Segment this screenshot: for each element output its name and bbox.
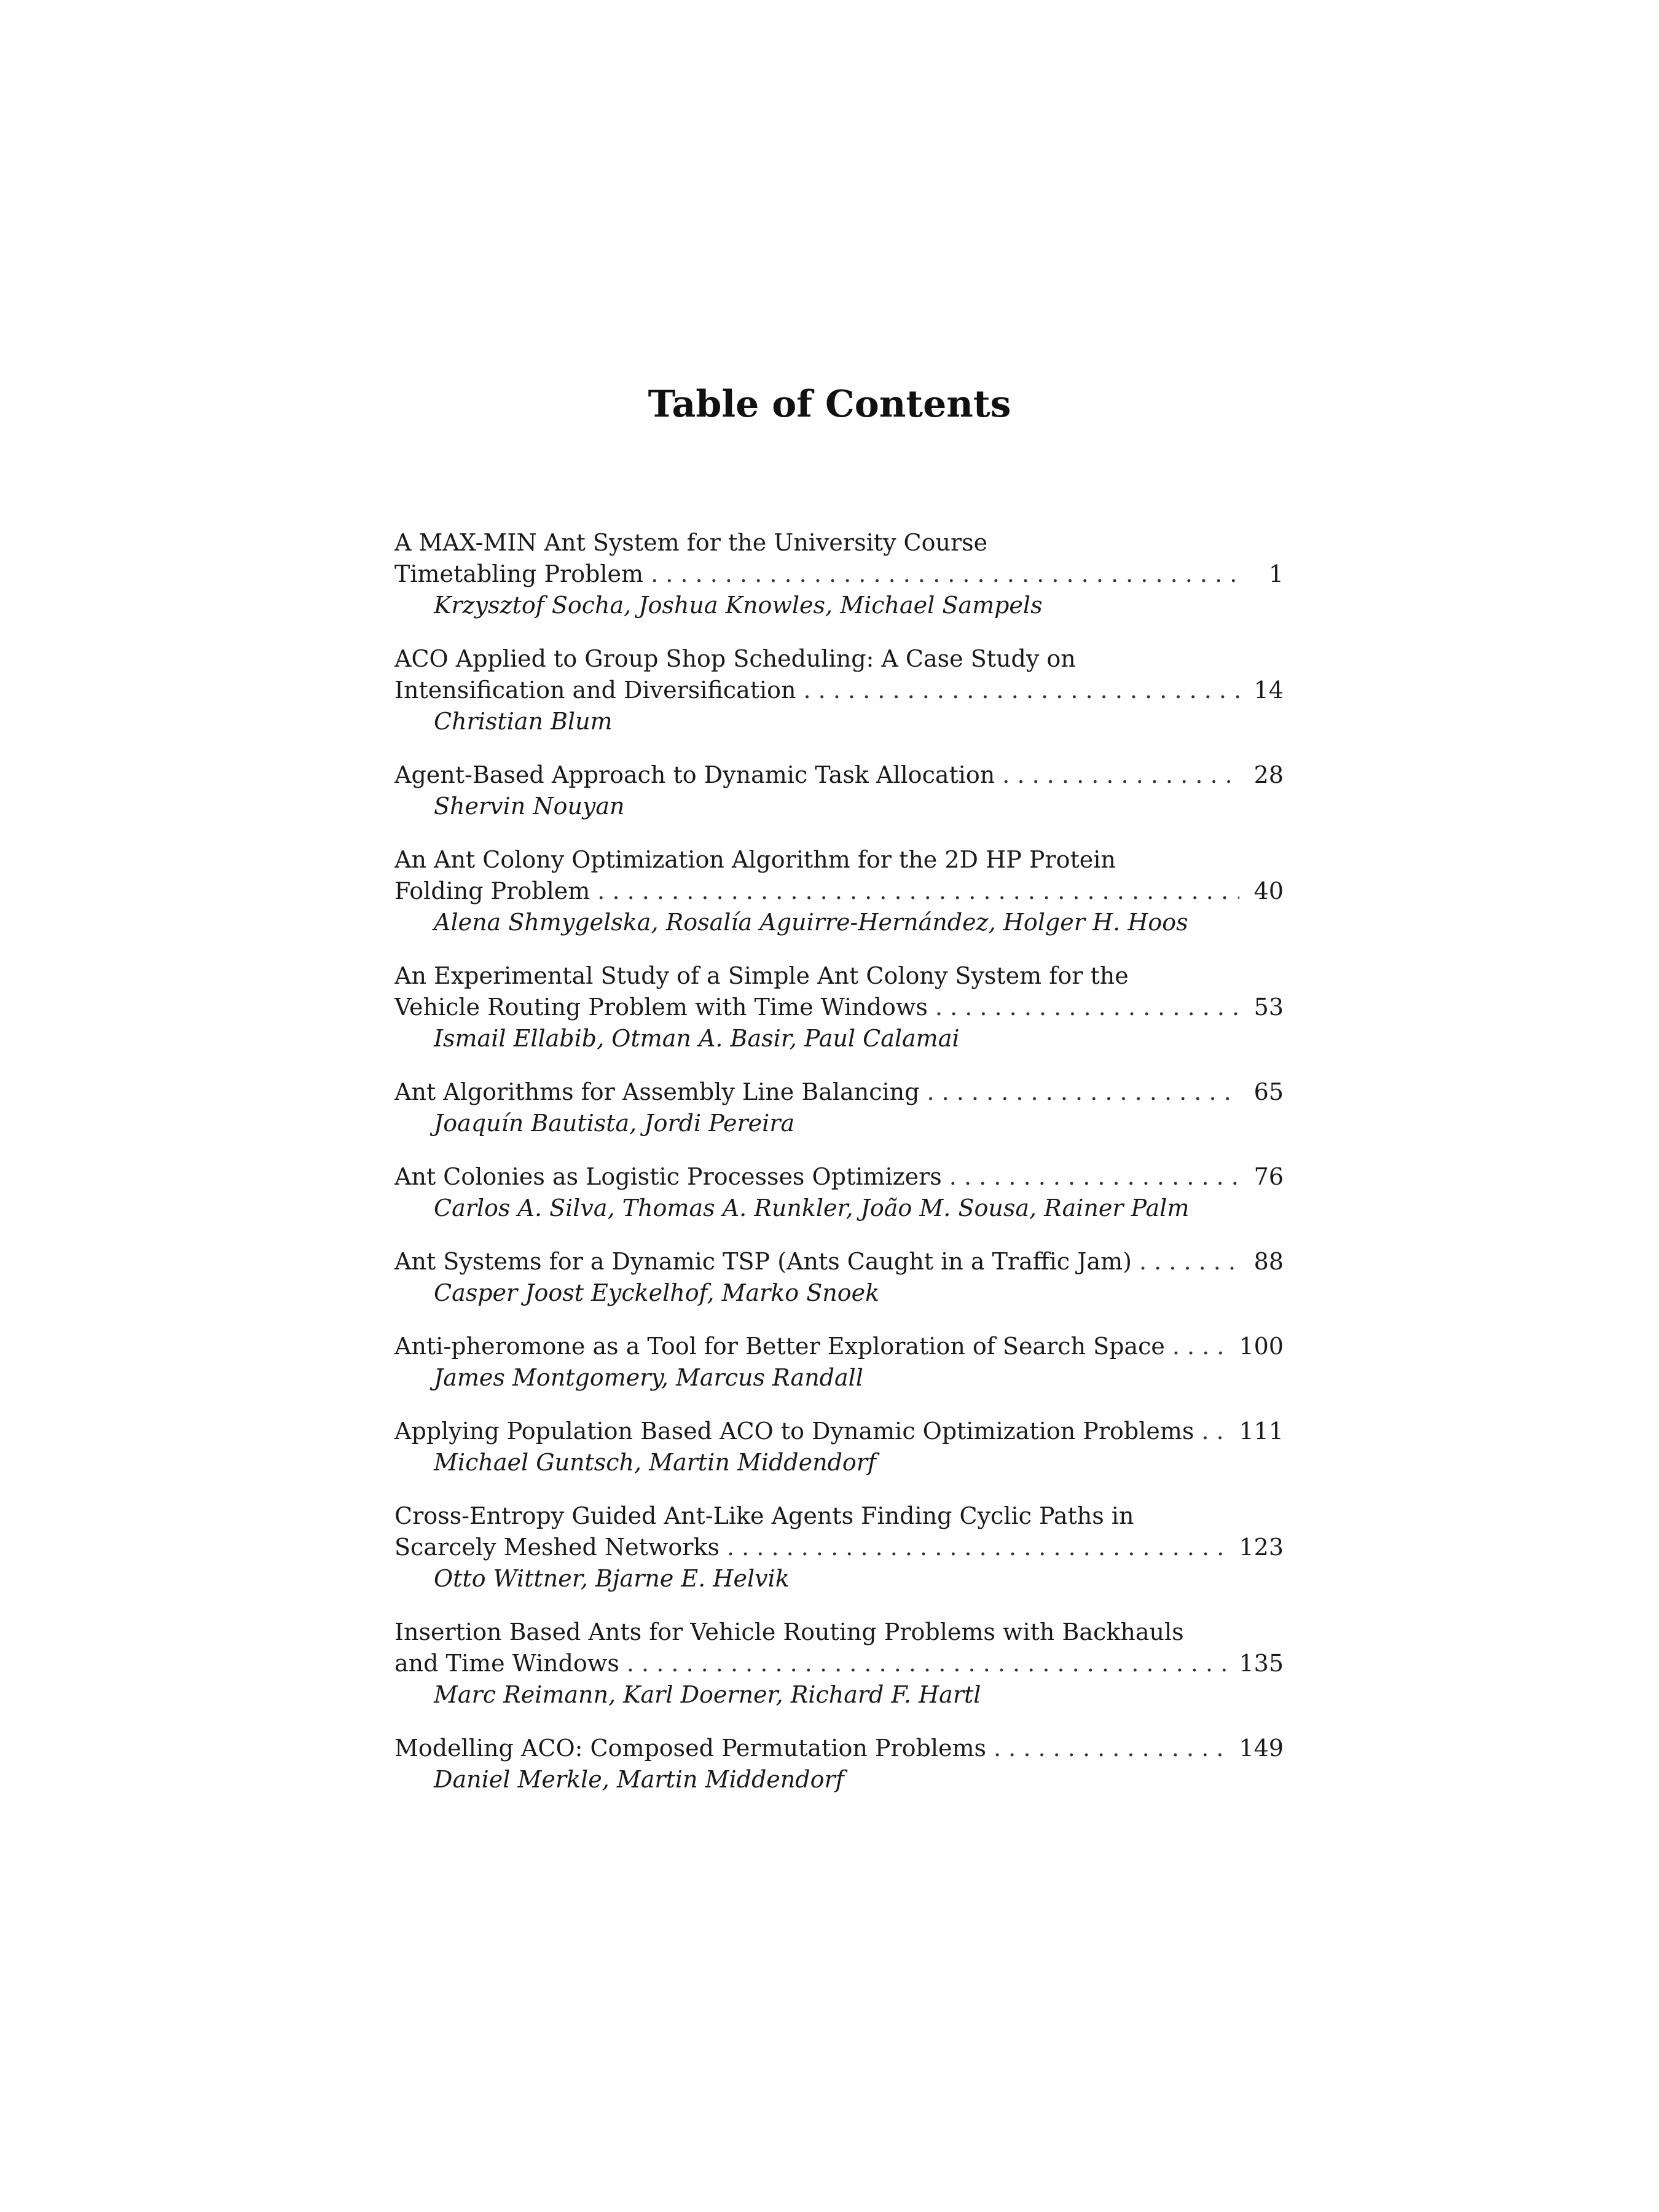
- toc-entry-title-line: A MAX-MIN Ant System for the University Course: [394, 529, 988, 556]
- toc-entry[interactable]: [394, 527, 1284, 621]
- toc-entry-authors: Alena Shmygelska, Rosalía Aguirre-Hernández, Holger H. Hoos: [434, 909, 1188, 936]
- page-number[interactable]: 65: [1253, 1078, 1284, 1105]
- toc-entry-title-line: Insertion Based Ants for Vehicle Routing Problems with Backhauls: [394, 1618, 1184, 1645]
- toc-entry-title-final-line: [394, 1416, 1284, 1447]
- toc-entry-title-text: Agent-Based Approach to Dynamic Task Allocation: [394, 761, 995, 788]
- toc-entry[interactable]: [394, 1077, 1284, 1139]
- toc-entry-authors: Michael Guntsch, Martin Middendorf: [434, 1449, 876, 1476]
- toc-entry-title-line: An Ant Colony Optimization Algorithm for the 2D HP Protein: [394, 846, 1116, 873]
- toc-entry[interactable]: [394, 1246, 1284, 1309]
- toc-entry-authors: Carlos A. Silva, Thomas A. Runkler, João M. Sousa, Rainer Palm: [434, 1194, 1190, 1222]
- toc-entry-authors: Otto Wittner, Bjarne E. Helvik: [434, 1565, 790, 1592]
- toc-entry-title-final-line: [394, 1532, 1284, 1563]
- toc-entry-authors: Shervin Nouyan: [434, 793, 625, 820]
- toc-entry-title-text: Intensification and Diversification: [394, 677, 796, 704]
- toc-entry-title-final-line: [394, 1733, 1284, 1764]
- dot-leader: [727, 1532, 1233, 1563]
- page-title: Table of Contents: [648, 383, 1011, 426]
- toc-entry-title-text: and Time Windows: [394, 1650, 619, 1677]
- page-number[interactable]: 1: [1268, 560, 1284, 587]
- dot-leader: [804, 675, 1240, 706]
- page-number[interactable]: 135: [1239, 1650, 1284, 1677]
- dot-leader: [935, 992, 1239, 1023]
- toc-entry-title-text: Modelling ACO: Composed Permutation Problems: [394, 1735, 986, 1762]
- page-number[interactable]: 28: [1253, 761, 1284, 788]
- toc-entry[interactable]: [394, 1331, 1284, 1394]
- page-number[interactable]: 14: [1253, 677, 1284, 704]
- dot-leader: [1139, 1246, 1239, 1277]
- toc-entry-title-final-line: [394, 759, 1284, 791]
- toc-entry-title-final-line: [394, 559, 1284, 590]
- toc-entry-authors: Krzysztof Socha, Joshua Knowles, Michael Sampels: [434, 592, 1043, 619]
- dot-leader: [627, 1648, 1233, 1679]
- page-number[interactable]: 100: [1239, 1333, 1284, 1360]
- toc-entry-title-text: Ant Colonies as Logistic Processes Optimizers: [394, 1163, 942, 1190]
- page-number[interactable]: 40: [1253, 877, 1284, 904]
- toc-entry[interactable]: [394, 1416, 1284, 1478]
- dot-leader: [927, 1077, 1239, 1108]
- toc-entry[interactable]: [394, 844, 1284, 938]
- toc-entry-title-final-line: [394, 1648, 1284, 1679]
- table-of-contents: [394, 527, 1284, 1795]
- toc-entry-title-text: Ant Algorithms for Assembly Line Balancing: [394, 1078, 920, 1105]
- dot-leader: [949, 1161, 1239, 1193]
- toc-entry[interactable]: [394, 1617, 1284, 1711]
- toc-entry-title-final-line: [394, 1077, 1284, 1108]
- toc-entry[interactable]: [394, 643, 1284, 737]
- toc-entry-authors: James Montgomery, Marcus Randall: [434, 1364, 863, 1391]
- page-number[interactable]: 88: [1253, 1248, 1284, 1275]
- toc-entry-authors: Ismail Ellabib, Otman A. Basir, Paul Calamai: [434, 1025, 960, 1052]
- toc-entry-title-line: An Experimental Study of a Simple Ant Colony System for the: [394, 962, 1129, 989]
- toc-entry-authors: Joaquín Bautista, Jordi Pereira: [434, 1110, 795, 1137]
- toc-entry[interactable]: [394, 960, 1284, 1054]
- dot-leader: [994, 1733, 1233, 1764]
- page-number[interactable]: 111: [1239, 1418, 1284, 1445]
- page-number[interactable]: 123: [1239, 1534, 1284, 1561]
- page-number[interactable]: 149: [1239, 1735, 1284, 1762]
- toc-entry-authors: Marc Reimann, Karl Doerner, Richard F. Hartl: [434, 1681, 981, 1708]
- page-number[interactable]: 76: [1253, 1163, 1284, 1190]
- toc-entry-title-final-line: [394, 876, 1284, 907]
- toc-entry[interactable]: [394, 1733, 1284, 1795]
- toc-entry-title-text: Scarcely Meshed Networks: [394, 1534, 720, 1561]
- toc-entry[interactable]: [394, 759, 1284, 822]
- toc-entry-title-final-line: [394, 1331, 1284, 1362]
- toc-entry-title-final-line: [394, 1161, 1284, 1193]
- toc-entry-authors: Daniel Merkle, Martin Middendorf: [434, 1766, 844, 1793]
- toc-entry-title-text: Folding Problem: [394, 877, 590, 904]
- toc-entry-authors: Casper Joost Eyckelhof, Marko Snoek: [434, 1279, 880, 1306]
- toc-entry-title-final-line: [394, 1246, 1284, 1277]
- toc-entry-title-final-line: [394, 992, 1284, 1023]
- toc-entry-title-text: Vehicle Routing Problem with Time Windows: [394, 994, 928, 1021]
- page-number[interactable]: 53: [1253, 994, 1284, 1021]
- toc-entry-authors: Christian Blum: [434, 708, 613, 735]
- toc-entry[interactable]: [394, 1500, 1284, 1594]
- dot-leader: [597, 876, 1239, 907]
- toc-entry-title-line: ACO Applied to Group Shop Scheduling: A Case Study on: [394, 645, 1076, 672]
- toc-entry[interactable]: [394, 1161, 1284, 1224]
- toc-entry-title-text: Applying Population Based ACO to Dynamic Optimization Problems: [394, 1418, 1194, 1445]
- dot-leader: [1002, 759, 1239, 791]
- toc-entry-title-text: Ant Systems for a Dynamic TSP (Ants Caught in a Traffic Jam): [394, 1248, 1132, 1275]
- toc-entry-title-line: Cross-Entropy Guided Ant-Like Agents Finding Cyclic Paths in: [394, 1502, 1134, 1529]
- toc-entry-title-final-line: [394, 675, 1284, 706]
- dot-leader: [1172, 1331, 1233, 1362]
- toc-entry-title-text: Timetabling Problem: [394, 560, 644, 587]
- toc-entry-title-text: Anti-pheromone as a Tool for Better Exploration of Search Space: [394, 1333, 1165, 1360]
- dot-leader: [1201, 1416, 1233, 1447]
- dot-leader: [651, 559, 1239, 590]
